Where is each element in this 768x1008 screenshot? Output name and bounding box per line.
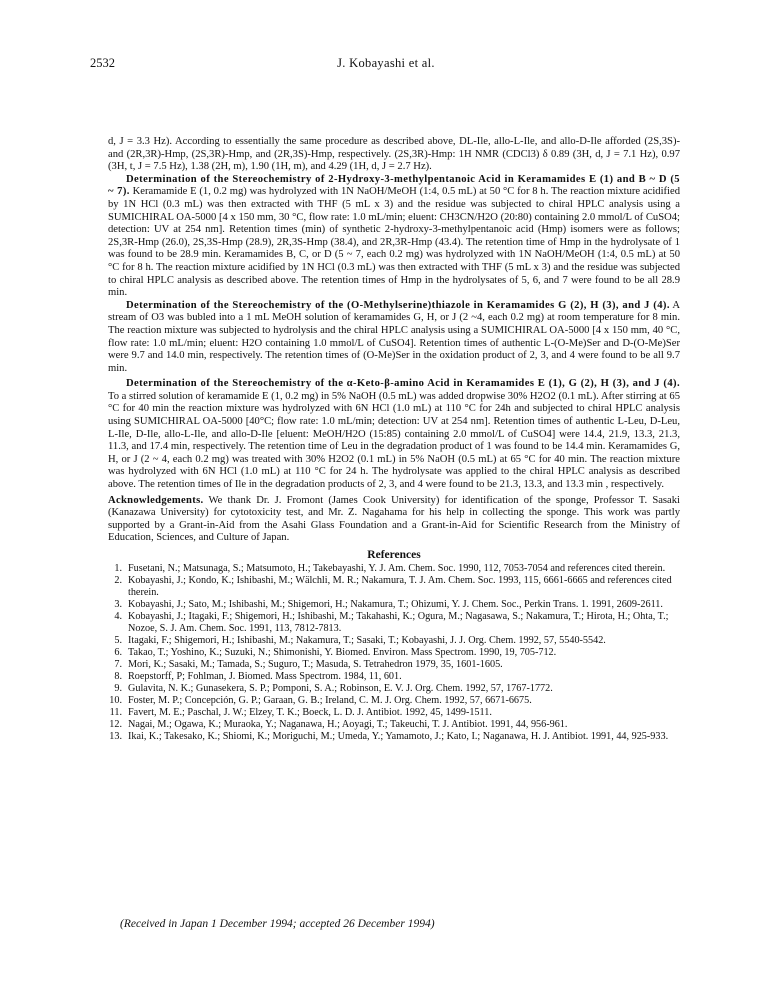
- reference-item: [108, 719, 680, 731]
- reference-text: Fusetani, N.; Matsunaga, S.; Matsumoto, H.; Takebayashi, Y. J. Am. Chem. Soc. 1990, 112, 7053-7054 and references cited therein.: [128, 562, 666, 574]
- reference-number: 9.: [114, 682, 122, 694]
- article-body: [108, 136, 680, 743]
- section-omeser: [108, 300, 680, 376]
- reference-number: 11.: [109, 706, 122, 718]
- section-heading: Determination of the Stereochemistry of the (O-Methylserine)thiazole in Keramamides G (2), H (3), and J (4).: [126, 299, 670, 311]
- reference-number: 4.: [114, 610, 122, 622]
- reference-item: [108, 659, 680, 671]
- reference-text: Mori, K.; Sasaki, M.; Tamada, S.; Suguro, T.; Masuda, S. Tetrahedron 1979, 35, 1601-1605.: [128, 658, 503, 670]
- reference-number: 6.: [114, 646, 122, 658]
- reference-number: 2.: [114, 574, 122, 586]
- section-hmp: [108, 174, 680, 300]
- reference-text: Favert, M. E.; Paschal, J. W.; Elzey, T. K.; Boeck, L. D. J. Antibiot. 1992, 45, 1499-1511.: [128, 706, 492, 718]
- reference-number: 8.: [114, 670, 122, 682]
- reference-item: [108, 731, 680, 743]
- section-text: To a stirred solution of keramamide E (1, 0.2 mg) in 5% NaOH (0.5 mL) was added dropwise 30% H2O2 (0.1 mL). After stirring at 65 °C for 40 min the reaction mixture was hydrolyzed with 6N HCl (1.0 mL) at 110 °C for 24h and subjected to chiral HPLC analysis using SUMICHIRAL OA-5000 [40°C; flow rate: 1.0 mL/min; detection: UV at 254 nm]. Retention times of authentic L-Leu, D-Leu, L-Ile, D-Ile, allo-L-Ile, and allo-D-Ile [eluent: MeOH/H2O (15:85) containing 2.0 mmol/L of CuSO4] were 14.4, 21.9, 13.3, 21.3, 11.3, and 17.4 min, respectively. The retention time of Leu in the degradation product of 1 was found to be 14.4 min. Keramamides G, H, or J (2 ~ 4, each 0.2 mg) was treated with 30% H2O2 (0.1 mL) in 5% NaOH (0.5 mL) at 65 °C for 40 min. The reaction mixture was hydrolyzed with 6N HCl (1.0 mL) at 110 °C for 24 h. The hydrolysate was applied to the chiral HPLC analysis as described above. The retention times of Ile in the degradation products of 2, 3, and 4 were found to be 21.3, 13.3, and 13.3 min , respectively.: [108, 390, 680, 491]
- references-title: References: [367, 549, 421, 561]
- reference-text: Kobayashi, J.; Sato, M.; Ishibashi, M.; Shigemori, H.; Nakamura, T.; Ohizumi, Y. J. Chem. Soc., Perkin Trans. 1. 1991, 2609-2611.: [128, 598, 663, 610]
- section-text: Keramamide E (1, 0.2 mg) was hydrolyzed with 1N NaOH/MeOH (1:4, 0.5 mL) at 50 °C for 8 h. The reaction mixture acidified by 1N HCl (0.3 mL) was then extracted with THF (5 mL x 3) and the residue was subjected to chiral HPLC analysis using a SUMICHIRAL OA-5000 [4 x 150 mm, 30 °C, flow rate: 1.0 mL/min; eluent: CH3CN/H2O (20:80) containing 2.0 mmol/L of CuSO4; detection: UV at 254 nm]. Retention times (min) of synthetic 2-hydroxy-3-methylpentanoic acid (Hmp) isomers were as follows; 2S,3R-Hmp (26.0), 2S,3S-Hmp (28.9), 2R,3S-Hmp (38.4), and 2R,3R-Hmp (43.4). The retention time of Hmp in the hydrolysate of 1 was found to be 28.9 min. Keramamides B, C, or D (5 ~ 7, each 0.2 mg) was hydrolyzed with 1N NaOH/MeOH (1:4, 0.5 mL) at 50 °C for 8 h. The reaction mixture acidified by 1N HCl (0.3 mL) was then extracted with THF (5 mL x 3) and the residue was subjected to chiral HPLC analysis as described above. The retention times of Hmp in the hydrolysates of 5, 6, and 7 were found to be all 28.9 min.: [108, 186, 680, 299]
- acknowledgements-text: We thank Dr. J. Fromont (James Cook University) for identification of the sponge, Professor T. Sasaki (Kanazawa University) for cytotoxicity test, and Mr. Z. Nagahama for his help in collecting the sponge. This work was partly supported by a Grant-in-Aid from the Asahi Glass Foundation and a Grant-in-Aid for Scientific Research from the Ministry of Education, Sciences, and Culture of Japan.: [108, 494, 680, 544]
- reference-number: 3.: [114, 598, 122, 610]
- reference-text: Kobayashi, J.; Kondo, K.; Ishibashi, M.; Wälchli, M. R.; Nakamura, T. J. Am. Chem. Soc. 1993, 115, 6661-6665 and references cited therein.: [128, 574, 672, 598]
- reference-number: 5.: [114, 634, 122, 646]
- reference-number: 13.: [109, 730, 122, 742]
- received-dates: (Received in Japan 1 December 1994; accepted 26 December 1994): [120, 918, 435, 930]
- running-head: J. Kobayashi et al.: [337, 56, 435, 70]
- reference-text: Nagai, M.; Ogawa, K.; Muraoka, Y.; Naganawa, H.; Aoyagi, T.; Takeuchi, T. J. Antibiot. 1991, 44, 956-961.: [128, 718, 568, 730]
- acknowledgements: [108, 495, 680, 545]
- reference-item: [108, 599, 680, 611]
- reference-text: Kobayashi, J.; Itagaki, F.; Shigemori, H.; Ishibashi, M.; Takahashi, K.; Ogura, M.; Nagasawa, S.; Nakamura, T.; Hirota, H.; Ohta, T.; Nozoe, S. J. Am. Chem. Soc. 1991, 113, 7812-7813.: [128, 610, 669, 634]
- page-number: 2532: [90, 56, 115, 70]
- reference-item: [108, 695, 680, 707]
- section-heading: Determination of the Stereochemistry of 2-Hydroxy-3-methylpentanoic Acid in Keramamides E (1) and B ~ D (5 ~ 7).: [108, 173, 680, 198]
- reference-number: 1.: [114, 562, 122, 574]
- references-list: [108, 563, 680, 743]
- reference-text: Ikai, K.; Takesako, K.; Shiomi, K.; Moriguchi, M.; Umeda, Y.; Yamamoto, J.; Kato, I.; Naganawa, H. J. Antibiot. 1991, 44, 925-933.: [128, 730, 669, 742]
- reference-text: Foster, M. P.; Concepción, G. P.; Garaan, G. B.; Ireland, C. M. J. Org. Chem. 1992, 57, 6671-6675.: [128, 694, 532, 706]
- reference-item: [108, 647, 680, 659]
- page-header: [90, 56, 682, 72]
- reference-item: [108, 707, 680, 719]
- reference-item: [108, 611, 680, 635]
- continued-paragraph: d, J = 3.3 Hz). According to essentially the same procedure as described above, DL-Ile, allo-L-Ile, and allo-D-Ile afforded (2S,3S)- and (2R,3R)-Hmp, (2S,3R)-Hmp, and (2R,3S)-Hmp, respectively. (2S,3R)-Hmp: 1H NMR (CDCl3) δ 0.89 (3H, d, J = 7.1 Hz), 0.97 (3H, t, J = 7.5 Hz), 1.38 (2H, m), 1.90 (1H, m), and 4.29 (1H, d, J = 2.7 Hz).: [108, 136, 680, 173]
- reference-text: Itagaki, F.; Shigemori, H.; Ishibashi, M.; Nakamura, T.; Sasaki, T.; Kobayashi, J. J. Org. Chem. 1992, 57, 5540-5542.: [128, 634, 606, 646]
- reference-item: [108, 563, 680, 575]
- reference-item: [108, 575, 680, 599]
- reference-text: Takao, T.; Yoshino, K.; Suzuki, N.; Shimonishi, Y. Biomed. Environ. Mass Spectrom. 1990, 19, 705-712.: [128, 646, 557, 658]
- reference-number: 12.: [109, 718, 122, 730]
- reference-text: Roepstorff, P; Fohlman, J. Biomed. Mass Spectrom. 1984, 11, 601.: [128, 670, 402, 682]
- reference-item: [108, 683, 680, 695]
- reference-number: 10.: [109, 694, 122, 706]
- reference-item: [108, 671, 680, 683]
- reference-item: [108, 635, 680, 647]
- section-ketoamino: [108, 378, 680, 491]
- section-heading: Determination of the Stereochemistry of the α-Keto-β-amino Acid in Keramamides E (1), G (2), H (3), and J (4).: [126, 378, 680, 390]
- section-text: A stream of O3 was bubled into a 1 mL MeOH solution of keramamides G, H, or J (2 ~4, each 0.2 mg) at room temperature for 8 min. The reaction mixture was subjected to hydrolysis and the chiral HPLC analysis using a SUMICHIRAL OA-5000 [4 x 150 mm, 40 °C, flow rate: 1.0 mL/min; eluent: H2O containing 1.0 mmol/L of CuSO4]. Retention times of authentic L-(O-Me)Ser and D-(O-Me)Ser were 9.7 and 14.0 min, respectively. The retention times of (O-Me)Ser in the oxidation product of 2, 3, and 4 were found to be all 9.7 min.: [108, 299, 680, 374]
- reference-text: Gulavita, N. K.; Gunasekera, S. P.; Pomponi, S. A.; Robinson, E. V. J. Org. Chem. 1992, 57, 1767-1772.: [128, 682, 553, 694]
- acknowledgements-heading: Acknowledgements.: [108, 494, 204, 506]
- reference-number: 7.: [114, 658, 122, 670]
